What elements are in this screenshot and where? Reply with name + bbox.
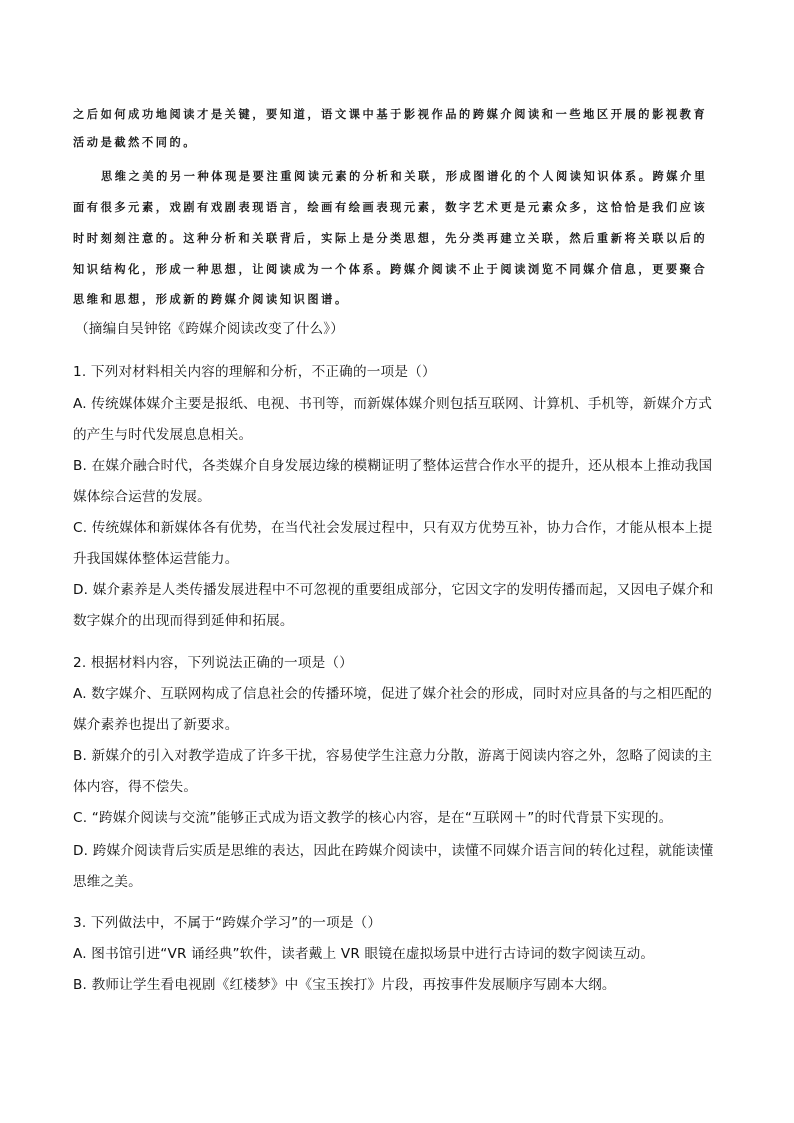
option-line: 思维之美。 <box>73 874 142 890</box>
passage-line: 思维之美的另一种体现是要注重阅读元素的分析和关联，形成图谱化的个人阅读知识体系。跨媒介里 <box>101 169 708 183</box>
option-line: B. 在媒介融合时代，各类媒介自身发展边缘的模糊证明了整体运营合作水平的提升，还从根本上推动我国 <box>73 458 713 474</box>
passage-line: 面有很多元素，戏剧有戏剧表现语言，绘画有绘画表现元素，数字艺术更是元素众多，这恰恰是我们应该 <box>73 200 708 214</box>
option-line: C. “跨媒介阅读与交流”能够正式成为语文教学的核心内容，是在“互联网＋”的时代背景下实现的。 <box>73 810 673 826</box>
option-line: 媒介素养也提出了新要求。 <box>73 717 239 733</box>
passage-line: 知识结构化，形成一种思想，让阅读成为一个体系。跨媒介阅读不止于阅读浏览不同媒介信息，更要聚合 <box>73 262 708 276</box>
source-citation: （摘编自吴钟铭《跨媒介阅读改变了什么》） <box>75 321 345 337</box>
option-line: 升我国媒体整体运营能力。 <box>73 551 239 567</box>
option-line: 媒体综合运营的发展。 <box>73 489 211 505</box>
option-line: 体内容，得不偿失。 <box>73 779 198 795</box>
option-line: 的产生与时代发展息息相关。 <box>73 427 253 443</box>
option-line: A. 数字媒介、互联网构成了信息社会的传播环境，促进了媒介社会的形成，同时对应具备的与之相匹配的 <box>73 686 713 702</box>
passage-line: 活动是截然不同的。 <box>73 135 198 149</box>
question-stem: 3. 下列做法中，不属于“跨媒介学习”的一项是（） <box>73 915 382 931</box>
option-line: D. 媒介素养是人类传播发展进程中不可忽视的重要组成部分，它因文字的发明传播而起，又因电子媒介和 <box>73 582 714 598</box>
option-line: A. 图书馆引进“VR 诵经典”软件，读者戴上 VR 眼镜在虚拟场景中进行古诗词的数字阅读互动。 <box>73 946 655 962</box>
passage-line: 思维和思想，形成新的跨媒介阅读知识图谱。 <box>73 292 349 306</box>
option-line: A. 传统媒体媒介主要是报纸、电视、书刊等，而新媒体媒介则包括互联网、计算机、手机等，新媒介方式 <box>73 396 713 412</box>
question-stem: 2. 根据材料内容，下列说法正确的一项是（） <box>73 655 353 671</box>
question-stem: 1. 下列对材料相关内容的理解和分析，不正确的一项是（） <box>73 364 436 380</box>
option-line: B. 新媒介的引入对教学造成了许多干扰，容易使学生注意力分散，游离于阅读内容之外，忽略了阅读的主 <box>73 748 713 764</box>
passage-line: 时时刻刻注意的。这种分析和关联背后，实际上是分类思想，先分类再建立关联，然后重新将关联以后的 <box>73 231 708 245</box>
option-line: 数字媒介的出现而得到延伸和拓展。 <box>73 613 294 629</box>
option-line: C. 传统媒体和新媒体各有优势，在当代社会发展过程中，只有双方优势互补，协力合作，才能从根本上提 <box>73 520 713 536</box>
passage-line: 之后如何成功地阅读才是关键，要知道，语文课中基于影视作品的跨媒介阅读和一些地区开展的影视教育 <box>73 107 708 121</box>
option-line: D. 跨媒介阅读背后实质是思维的表达，因此在跨媒介阅读中，读懂不同媒介语言间的转化过程，就能读懂 <box>73 843 714 859</box>
option-line: B. 教师让学生看电视剧《红楼梦》中《宝玉挨打》片段，再按事件发展顺序写剧本大纲。 <box>73 977 616 993</box>
